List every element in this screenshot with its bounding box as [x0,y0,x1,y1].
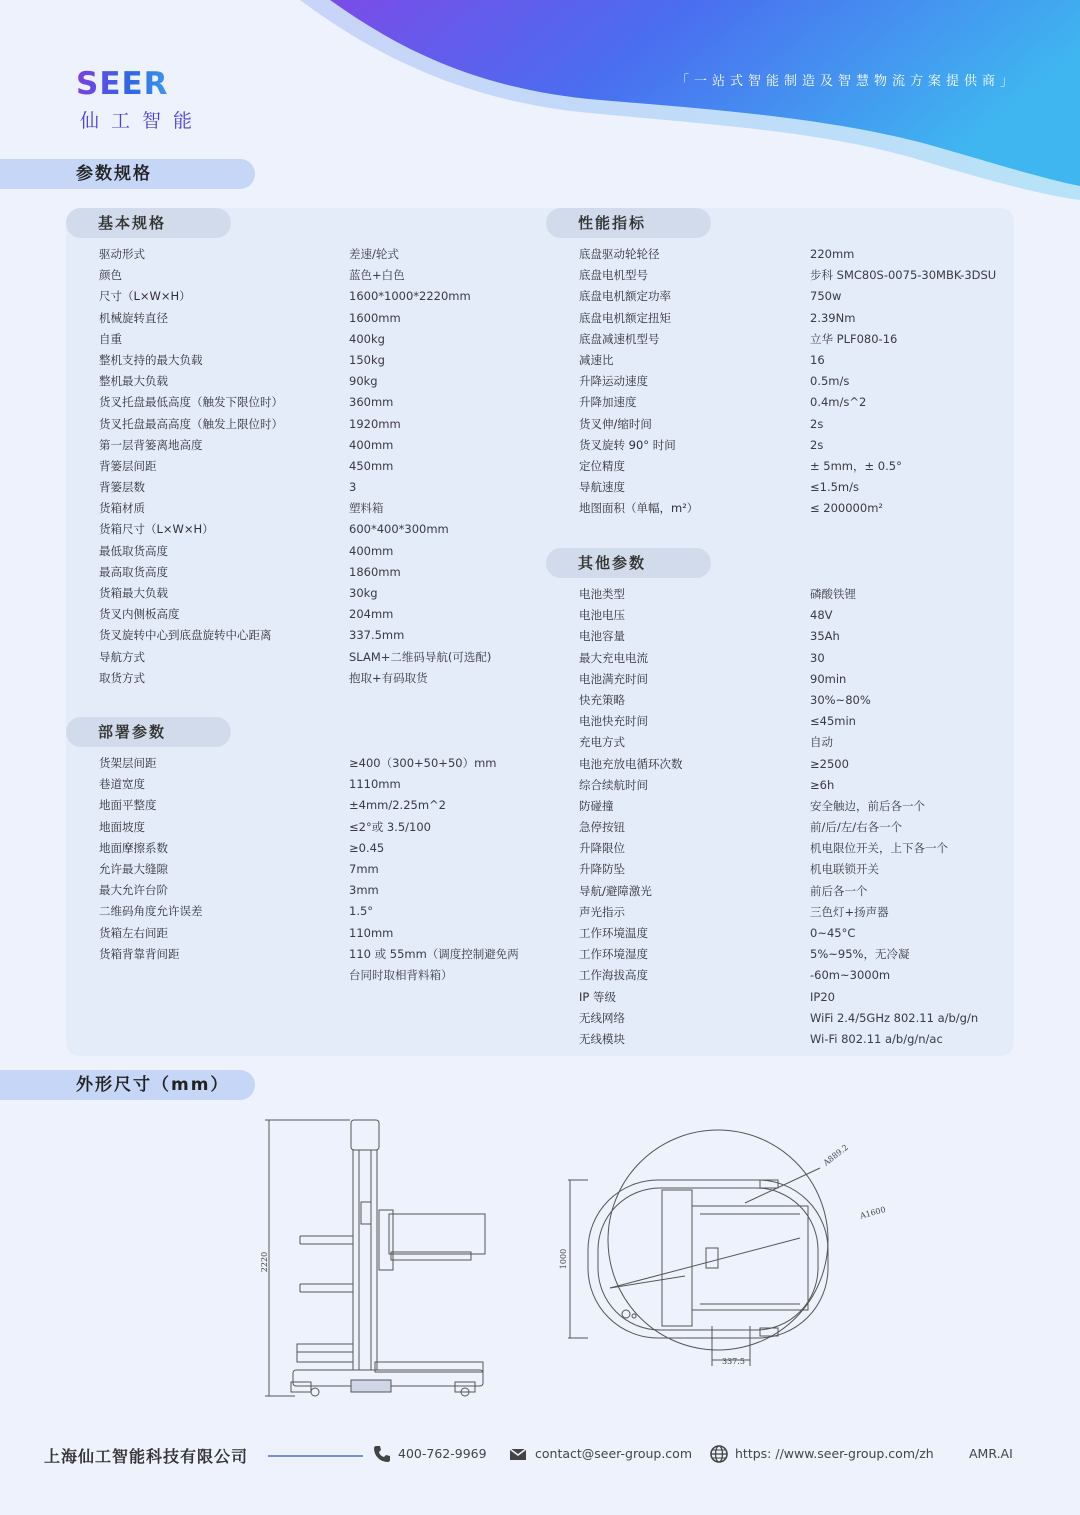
spec-row [99,901,539,922]
spec-label: 最大充电电流 [579,650,648,665]
spec-label: 定位精度 [579,458,625,473]
spec-row [99,244,539,265]
spec-label: 导航方式 [99,649,145,664]
group-title-basic: 基本规格 [66,208,231,238]
side-height-label: 2220 [260,1251,269,1273]
group-title-deploy: 部署参数 [66,717,231,747]
globe-icon [709,1444,729,1464]
spec-label: 地面摩擦系数 [99,840,168,855]
spec-value: 337.5mm [349,628,405,643]
spec-row [579,902,1014,923]
spec-label: 货叉旋转中心到底盘旋转中心距离 [99,628,272,643]
spec-label: 升降运动速度 [579,374,648,389]
spec-value: 400kg [349,331,385,346]
spec-label: 货箱背靠背间距 [99,946,180,961]
spec-row [579,817,1014,838]
spec-value: 差速/轮式 [349,247,399,261]
spec-value: 塑料箱 [349,501,384,516]
spec-row [99,414,539,435]
spec-label: 允许最大缝隙 [99,861,168,876]
spec-label: 底盘电机型号 [579,268,648,283]
spec-label: 颜色 [99,268,122,283]
spec-value: ≤2°或 3.5/100 [349,819,431,834]
spec-label: 导航速度 [579,480,625,495]
spec-row [579,754,1014,775]
spec-label: 货箱最大负载 [99,586,168,600]
spec-label: 电池充放电循环次数 [579,756,683,771]
spec-row [99,647,539,668]
spec-value: 16 [810,352,825,367]
spec-label: 声光指示 [579,904,625,919]
spec-label: 最高取货高度 [99,564,168,579]
spec-value: 5%~95%，无冷凝 [810,947,910,962]
spec-value: 0.5m/s [810,374,850,389]
spec-label: 电池类型 [579,587,625,601]
spec-label: 第一层背篓离地高度 [99,437,203,452]
spec-value: 自动 [810,735,833,750]
spec-value: 204mm [349,607,394,622]
spec-label: 货叉旋转 90° 时间 [579,437,676,452]
spec-value: IP20 [810,989,835,1004]
spec-label: 导航/避障激光 [579,883,652,898]
inner-radius-label: A1600 [859,1205,887,1221]
spec-label: 升降加速度 [579,395,637,410]
spec-row [99,392,539,413]
spec-row [579,1029,1014,1050]
spec-label: IP 等级 [579,989,616,1004]
spec-row [99,308,539,329]
spec-label: 最大允许台阶 [99,883,168,898]
other-spec-list [579,584,1014,1050]
spec-value: 30 [810,650,825,665]
spec-label: 电池满充时间 [579,671,648,686]
footer-email[interactable]: contact@seer-group.com [535,1446,692,1461]
spec-label: 急停按钮 [579,820,625,835]
spec-value: 35Ah [810,629,840,644]
spec-row [579,1008,1014,1029]
basic-spec-list [99,244,539,689]
spec-value: 90kg [349,374,378,389]
spec-label: 自重 [99,331,122,346]
spec-row [579,498,1014,519]
spec-label: 电池容量 [579,629,625,644]
spec-row [579,775,1014,796]
spec-label: 机械旋转直径 [99,310,168,325]
spec-value: 1860mm [349,564,401,579]
spec-row [579,881,1014,902]
spec-label: 电池电压 [579,608,625,623]
spec-value: 机电限位开关，上下各一个 [810,841,948,856]
spec-row [99,329,539,350]
spec-value: ≤1.5m/s [810,480,859,495]
footer-company-name: 上海仙工智能科技有限公司 [44,1447,249,1466]
spec-label: 充电方式 [579,735,625,750]
spec-value: 220mm [810,247,855,261]
section-title-dimensions: 外形尺寸（mm） [0,1070,255,1100]
spec-label: 地面平整度 [99,798,157,813]
spec-label: 取货方式 [99,670,145,685]
spec-label: 货箱尺寸（L×W×H） [99,522,214,537]
spec-value: 抱取+有码取货 [349,670,428,685]
spec-label: 快充策略 [579,692,625,707]
spec-value: 1600mm [349,310,401,325]
spec-value: WiFi 2.4/5GHz 802.11 a/b/g/n [810,1010,979,1025]
spec-label: 货叉托盘最高高度（触发上限位时） [99,416,283,431]
spec-row [579,923,1014,944]
tagline: 「一站式智能制造及智慧物流方案提供商」 [675,74,1018,89]
seer-logo [76,66,211,136]
spec-value: 安全触边，前后各一个 [810,798,925,813]
spec-label: 背篓层数 [99,480,145,495]
spec-label: 底盘驱动轮轮径 [579,247,660,261]
spec-row [99,753,539,774]
spec-value: 前后各一个 [810,883,868,898]
spec-value: ≥400（300+50+50）mm [349,756,497,770]
spec-row [579,648,1014,669]
spec-row [579,414,1014,435]
spec-label: 减速比 [579,352,614,367]
spec-row [99,265,539,286]
spec-row [579,669,1014,690]
spec-row [99,562,539,583]
spec-row [99,371,539,392]
logo-chinese-name: 仙工智能 [80,110,205,132]
spec-row [579,456,1014,477]
footer-website[interactable]: https: //www.seer-group.com/zh [735,1446,934,1461]
outer-radius-label: A889.2 [821,1142,850,1168]
spec-row [99,350,539,371]
spec-label: 底盘电机额定功率 [579,289,671,304]
spec-label: 地面坡度 [99,819,145,834]
performance-spec-list [579,244,1014,519]
spec-value: 1920mm [349,416,401,431]
spec-value: SLAM+二维码导航(可选配) [349,649,492,664]
spec-value: 3 [349,480,357,495]
footer-phone[interactable]: 400-762-9969 [398,1446,487,1461]
spec-row [579,286,1014,307]
spec-value: ≤ 200000m² [810,501,884,516]
spec-label: 尺寸（L×W×H） [99,289,191,304]
spec-value: 1110mm [349,777,401,792]
spec-row [99,286,539,307]
spec-row [99,880,539,901]
spec-value: 48V [810,608,833,623]
spec-value: 三色灯+扬声器 [810,904,889,919]
spec-row [579,690,1014,711]
spec-row [99,583,539,604]
spec-label: 二维码角度允许误差 [99,904,203,919]
spec-row [99,477,539,498]
spec-label: 工作环境温度 [579,926,648,940]
top-width-label: 1000 [559,1248,568,1270]
spec-row [579,711,1014,732]
spec-label: 地图面积（单幅，m²） [579,501,699,516]
spec-label: 货叉托盘最低高度（触发下限位时） [99,395,283,410]
logo-wordmark: SEER [76,66,169,102]
spec-label: 防碰撞 [579,798,614,813]
spec-value: 机电联锁开关 [810,862,879,877]
spec-value: 1.5° [349,904,374,919]
spec-row [99,456,539,477]
spec-value: 2s [810,437,824,452]
spec-row [579,859,1014,880]
spec-value: 立华 PLF080-16 [810,331,898,346]
spec-row [579,944,1014,965]
spec-row [99,625,539,646]
spec-row [579,350,1014,371]
spec-label: 驱动形式 [99,247,145,261]
spec-row [579,308,1014,329]
spec-label: 底盘电机额定扭矩 [579,310,671,325]
spec-label: 货叉内侧板高度 [99,607,180,622]
spec-row [99,541,539,562]
spec-row [579,371,1014,392]
spec-label: 升降限位 [579,841,625,856]
spec-row [99,498,539,519]
spec-row [99,435,539,456]
spec-label: 无线模块 [579,1031,625,1046]
spec-value: ≥0.45 [349,840,385,855]
spec-row [99,838,539,859]
spec-value: ≥6h [810,777,835,792]
spec-value: 30kg [349,586,378,600]
side-view-drawing [255,1112,505,1404]
spec-value: 450mm [349,458,394,473]
spec-row [99,859,539,880]
email-icon [508,1444,528,1464]
spec-row [579,605,1014,626]
phone-icon [372,1444,392,1464]
spec-label: 货箱左右间距 [99,925,168,940]
spec-value: 磷酸铁锂 [810,587,856,601]
spec-value: 600*400*300mm [349,522,449,537]
spec-label: 工作环境湿度 [579,947,648,962]
spec-value: 1600*1000*2220mm [349,289,471,304]
spec-value: 150kg [349,352,385,367]
spec-value: 蓝色+白色 [349,268,405,283]
spec-value: 90min [810,671,847,686]
spec-row [99,668,539,689]
spec-label: 最低取货高度 [99,543,168,558]
spec-row [579,584,1014,605]
deploy-spec-list [99,753,539,982]
spec-row [579,838,1014,859]
spec-row [579,392,1014,413]
spec-value: Wi-Fi 802.11 a/b/g/n/ac [810,1031,943,1046]
spec-value: 360mm [349,395,394,410]
spec-value: ±4mm/2.25m^2 [349,798,446,813]
spec-label: 底盘减速机型号 [579,331,660,346]
spec-row [579,329,1014,350]
spec-row [579,626,1014,647]
spec-value: 400mm [349,437,394,452]
spec-value: 3mm [349,883,379,898]
spec-label: 货箱材质 [99,501,145,516]
spec-label: 背篓层间距 [99,458,157,473]
spec-value: 7mm [349,861,379,876]
spec-row [99,944,539,982]
spec-value: 750w [810,289,842,304]
spec-value: -60m~3000m [810,968,891,983]
spec-row [579,965,1014,986]
spec-value: ≥2500 [810,756,849,771]
top-view-drawing [550,1128,887,1370]
spec-row [579,244,1014,265]
spec-label: 综合续航时间 [579,777,648,792]
spec-label: 整机最大负载 [99,374,168,389]
spec-value: 2s [810,416,824,431]
section-title-specs: 参数规格 [0,159,255,189]
offset-label: 337.5 [722,1357,745,1366]
spec-row [99,817,539,838]
footer-divider [268,1455,363,1457]
spec-value: 400mm [349,543,394,558]
spec-row [579,987,1014,1008]
spec-value: 30%~80% [810,692,871,707]
spec-row [99,604,539,625]
spec-row [579,477,1014,498]
spec-value: ± 5mm，± 0.5° [810,458,902,473]
footer-amr-ai: AMR.AI [969,1446,1013,1461]
spec-row [579,435,1014,456]
spec-value: 110mm [349,925,394,940]
spec-value: 2.39Nm [810,310,856,325]
spec-label: 升降防坠 [579,862,625,877]
spec-label: 整机支持的最大负载 [99,352,203,367]
spec-row [579,265,1014,286]
spec-row [99,795,539,816]
spec-label: 电池快充时间 [579,714,648,729]
spec-row [99,923,539,944]
spec-value: 0~45°C [810,926,856,940]
spec-row [99,519,539,540]
spec-value: ≤45min [810,714,856,729]
spec-value: 0.4m/s^2 [810,395,867,410]
spec-value: 步科 SMC80S-0075-30MBK-3DSU [810,268,997,283]
spec-label: 无线网络 [579,1010,625,1025]
spec-label: 货架层间距 [99,756,157,770]
spec-row [99,774,539,795]
group-title-performance: 性能指标 [546,208,711,238]
group-title-other: 其他参数 [546,548,711,578]
spec-value: 110 或 55mm（调度控制避免两台同时取相背料箱） [349,946,519,982]
spec-row [579,732,1014,753]
spec-label: 巷道宽度 [99,777,145,792]
spec-value: 前/后/左/右各一个 [810,820,903,835]
spec-label: 货叉伸/缩时间 [579,416,652,431]
spec-label: 工作海拔高度 [579,968,648,983]
spec-row [579,796,1014,817]
